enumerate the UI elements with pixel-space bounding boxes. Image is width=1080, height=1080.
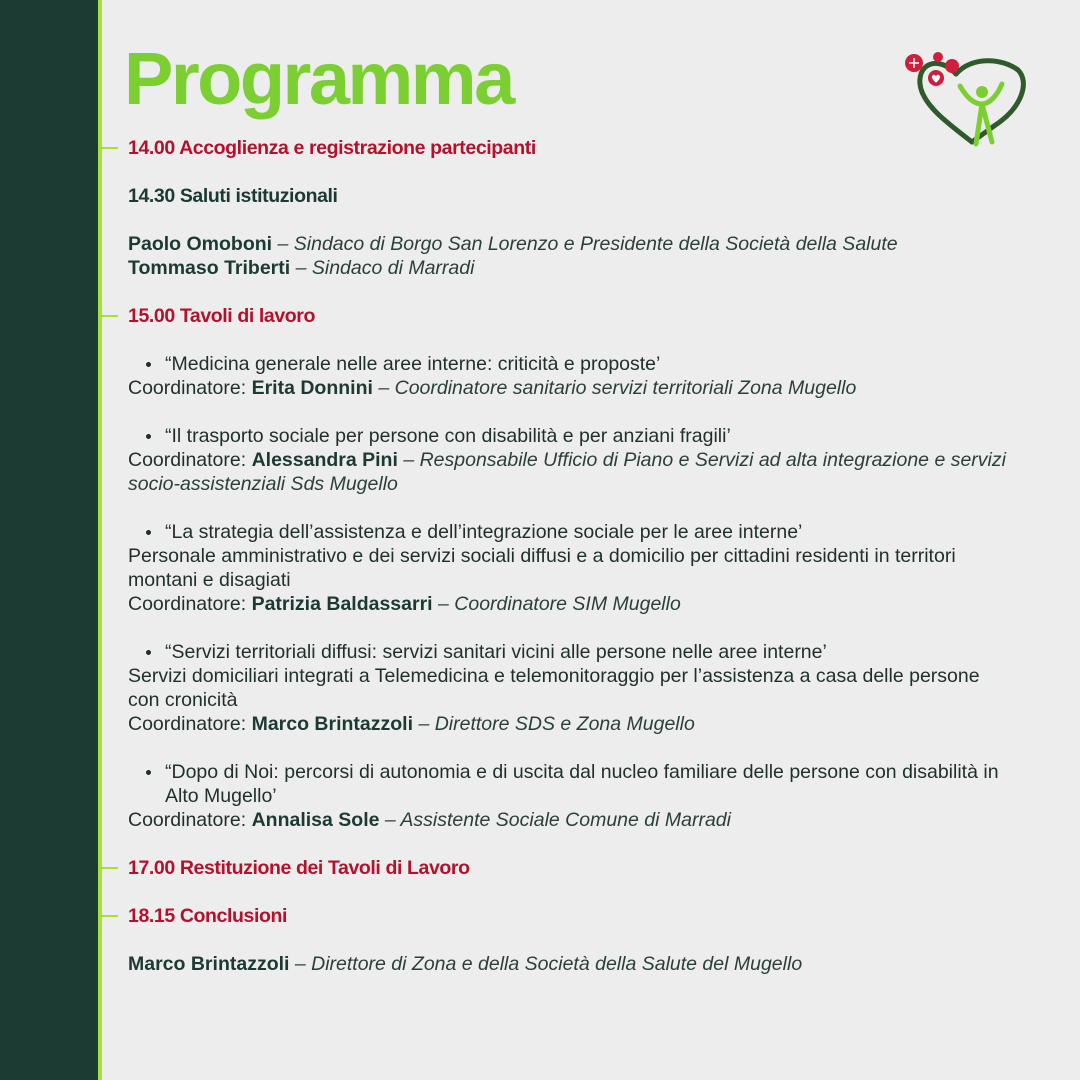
workshop-title: “Il trasporto sociale per persone con disabilità e per anziani fragili’ <box>128 424 1008 448</box>
workshop-title: “Servizi territoriali diffusi: servizi sanitari vicini alle persone nelle aree interne’ <box>128 640 1008 664</box>
bullet-icon <box>146 530 151 535</box>
sidebar-accent-rule <box>98 0 102 1080</box>
coordinator-role: – Direttore SDS e Zona Mugello <box>418 713 695 735</box>
sidebar-panel <box>0 0 98 1080</box>
timeline-tick <box>100 315 118 317</box>
speaker-name: Paolo Omoboni <box>128 233 273 255</box>
schedule-time-heading: 17.00 Restituzione dei Tavoli di Lavoro <box>128 857 470 879</box>
workshop-coordinator: Coordinatore: Alessandra Pini – Responsabile Ufficio di Piano e Servizi ad alta integrazione e servizi socio-assistenziali Sds Mugello <box>128 449 1006 495</box>
speaker-entry <box>128 952 1008 976</box>
timeline-tick <box>100 915 118 917</box>
workshop-coordinator: Coordinatore: Marco Brintazzoli – Direttore SDS e Zona Mugello <box>128 713 695 735</box>
coordinator-role: – Responsabile Ufficio di Piano e Servizi ad alta integrazione e servizi socio-assistenziali Sds Mugello <box>128 449 1006 495</box>
speaker-entry <box>128 256 1008 280</box>
schedule-time-heading: 14.00 Accoglienza e registrazione partecipanti <box>128 137 536 159</box>
workshop-title: “Dopo di Noi: percorsi di autonomia e di uscita dal nucleo familiare delle persone con disabilità in Alto Mugello’ <box>128 760 1008 808</box>
coordinator-role: – Coordinatore sanitario servizi territoriali Zona Mugello <box>378 377 857 399</box>
program-content <box>128 136 1008 976</box>
workshop-title: “La strategia dell’assistenza e dell’integrazione sociale per le aree interne’ <box>128 520 1008 544</box>
schedule-time-heading: 18.15 Conclusioni <box>128 905 287 927</box>
workshop-title: “Medicina generale nelle aree interne: criticità e proposte’ <box>128 352 1008 376</box>
bullet-icon <box>146 770 151 775</box>
coordinator-name: Alessandra Pini <box>251 449 398 471</box>
speaker-entry <box>128 232 1008 256</box>
workshop-coordinator: Coordinatore: Erita Donnini – Coordinatore sanitario servizi territoriali Zona Mugello <box>128 377 857 399</box>
speaker-name: Marco Brintazzoli <box>128 953 290 975</box>
coordinator-role: – Coordinatore SIM Mugello <box>438 593 681 615</box>
schedule-item-1500 <box>128 304 1008 328</box>
schedule-time-heading: 15.00 Tavoli di lavoro <box>128 305 315 327</box>
bullet-icon <box>146 434 151 439</box>
coordinator-name: Patrizia Baldassarri <box>251 593 433 615</box>
heart-person-logo-icon <box>898 48 1030 148</box>
workshop-coordinator: Coordinatore: Annalisa Sole – Assistente Sociale Comune di Marradi <box>128 809 731 831</box>
speaker-role: – Sindaco di Borgo San Lorenzo e Presidente della Società della Salute <box>277 233 898 255</box>
bullet-icon <box>146 362 151 367</box>
schedule-item-1430 <box>128 184 1008 208</box>
page-title: Programma <box>124 37 513 120</box>
speaker-role: – Sindaco di Marradi <box>295 257 475 279</box>
coordinator-name: Annalisa Sole <box>251 809 380 831</box>
workshop-coordinator: Coordinatore: Patrizia Baldassarri – Coordinatore SIM Mugello <box>128 593 681 615</box>
coordinator-name: Erita Donnini <box>251 377 373 399</box>
coordinator-name: Marco Brintazzoli <box>251 713 414 735</box>
schedule-item-1700 <box>128 856 1008 880</box>
workshop-description: Personale amministrativo e dei servizi sociali diffusi e a domicilio per cittadini residenti in territori montani e disagiati <box>128 545 956 591</box>
speaker-role: – Direttore di Zona e della Società della Salute del Mugello <box>294 953 803 975</box>
timeline-tick <box>100 867 118 869</box>
schedule-item-1815 <box>128 904 1008 928</box>
speaker-name: Tommaso Triberti <box>128 257 291 279</box>
coordinator-role: – Assistente Sociale Comune di Marradi <box>384 809 731 831</box>
schedule-time-heading: 14.30 Saluti istituzionali <box>128 185 338 207</box>
bullet-icon <box>146 650 151 655</box>
workshop-description: Servizi domiciliari integrati a Telemedicina e telemonitoraggio per l’assistenza a casa delle persone con cronicità <box>128 665 980 711</box>
schedule-item-1400 <box>128 136 1008 160</box>
timeline-tick <box>100 147 118 149</box>
